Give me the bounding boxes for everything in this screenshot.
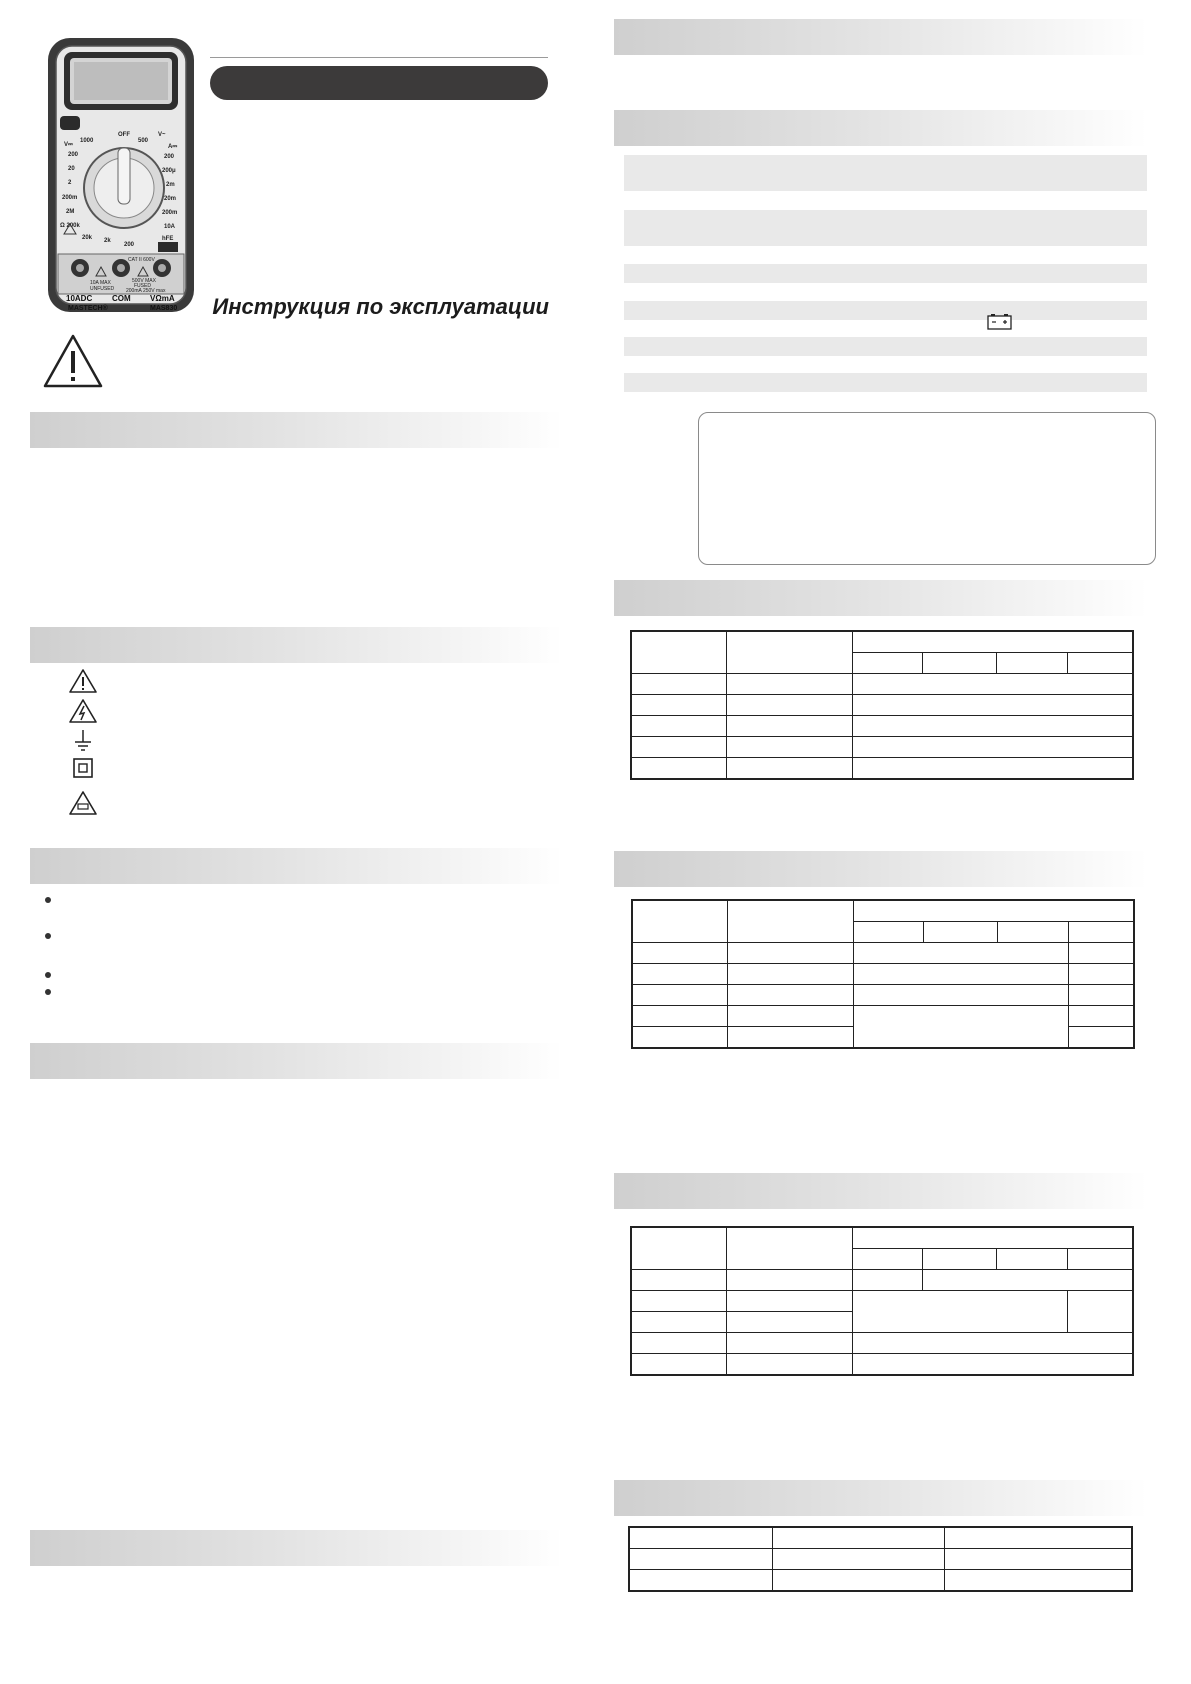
section-band-2 xyxy=(30,627,563,663)
svg-text:FUSED: FUSED xyxy=(134,283,151,289)
multimeter-illustration xyxy=(46,36,196,314)
spec-table-1 xyxy=(630,630,1134,780)
double-insulation-icon xyxy=(68,756,98,782)
section-band-10 xyxy=(614,1173,1147,1209)
section-band-5 xyxy=(30,1530,563,1566)
svg-text:10A MAX: 10A MAX xyxy=(90,280,111,286)
svg-text:200: 200 xyxy=(68,152,79,158)
svg-text:2M: 2M xyxy=(66,209,75,215)
section-band-4 xyxy=(30,1043,563,1079)
spec-row-band xyxy=(624,301,1147,320)
svg-text:MAS830: MAS830 xyxy=(150,305,178,312)
svg-text:200μ: 200μ xyxy=(162,168,176,174)
svg-text:2m: 2m xyxy=(166,182,175,188)
svg-text:1000: 1000 xyxy=(80,138,94,144)
note-box xyxy=(698,412,1156,565)
svg-text:200: 200 xyxy=(124,242,135,248)
warning-triangle-icon xyxy=(42,333,104,389)
svg-text:V~: V~ xyxy=(158,132,166,138)
title-rule xyxy=(210,57,548,58)
svg-text:2: 2 xyxy=(68,180,72,186)
svg-text:Ω 200k: Ω 200k xyxy=(60,223,80,229)
high-voltage-icon xyxy=(68,698,98,724)
svg-text:UNFUSED: UNFUSED xyxy=(90,286,115,292)
svg-text:200m: 200m xyxy=(162,210,178,216)
spec-row-band xyxy=(624,337,1147,356)
svg-text:A⎓: A⎓ xyxy=(168,144,178,150)
svg-text:200m: 200m xyxy=(62,195,78,201)
svg-text:CAT II 600V: CAT II 600V xyxy=(128,257,155,263)
subtitle-bar xyxy=(210,66,548,100)
list-bullet xyxy=(45,989,51,995)
svg-text:10A: 10A xyxy=(164,224,176,230)
svg-text:200: 200 xyxy=(164,154,175,160)
list-bullet xyxy=(45,972,51,978)
svg-text:20m: 20m xyxy=(164,196,177,202)
svg-text:200mA 250V max: 200mA 250V max xyxy=(126,288,166,294)
spec-table-3 xyxy=(630,1226,1134,1376)
svg-text:hFE: hFE xyxy=(162,236,174,242)
section-band-7 xyxy=(614,110,1147,146)
spec-table-2 xyxy=(631,899,1135,1049)
section-band-6 xyxy=(614,19,1147,55)
svg-text:500V MAX: 500V MAX xyxy=(132,278,156,284)
battery-icon xyxy=(987,313,1013,330)
spec-table-4 xyxy=(628,1526,1133,1592)
ground-icon xyxy=(68,728,98,754)
svg-text:2k: 2k xyxy=(104,238,111,244)
section-band-3 xyxy=(30,848,563,884)
list-bullet xyxy=(45,933,51,939)
section-band-11 xyxy=(614,1480,1147,1516)
svg-text:MASTECH®: MASTECH® xyxy=(68,305,108,312)
svg-text:OFF: OFF xyxy=(118,132,130,138)
section-band-9 xyxy=(614,851,1147,887)
svg-text:500: 500 xyxy=(138,138,149,144)
spec-row-band xyxy=(624,373,1147,392)
svg-text:V⎓: V⎓ xyxy=(64,142,73,148)
list-bullet xyxy=(45,897,51,903)
svg-text:20: 20 xyxy=(68,166,75,172)
svg-text:COM: COM xyxy=(112,294,131,303)
spec-row-band xyxy=(624,210,1147,246)
low-battery-icon xyxy=(68,790,98,816)
page-title: Инструкция по эксплуатации xyxy=(212,294,549,319)
warning-icon xyxy=(68,668,98,694)
spec-row-band xyxy=(624,264,1147,283)
spec-row-band xyxy=(624,155,1147,191)
multimeter-drawing xyxy=(46,36,196,314)
section-band-8 xyxy=(614,580,1147,616)
svg-text:VΩmA: VΩmA xyxy=(150,294,175,303)
svg-text:20k: 20k xyxy=(82,235,93,241)
section-band-1 xyxy=(30,412,563,448)
svg-text:10ADC: 10ADC xyxy=(66,294,93,303)
